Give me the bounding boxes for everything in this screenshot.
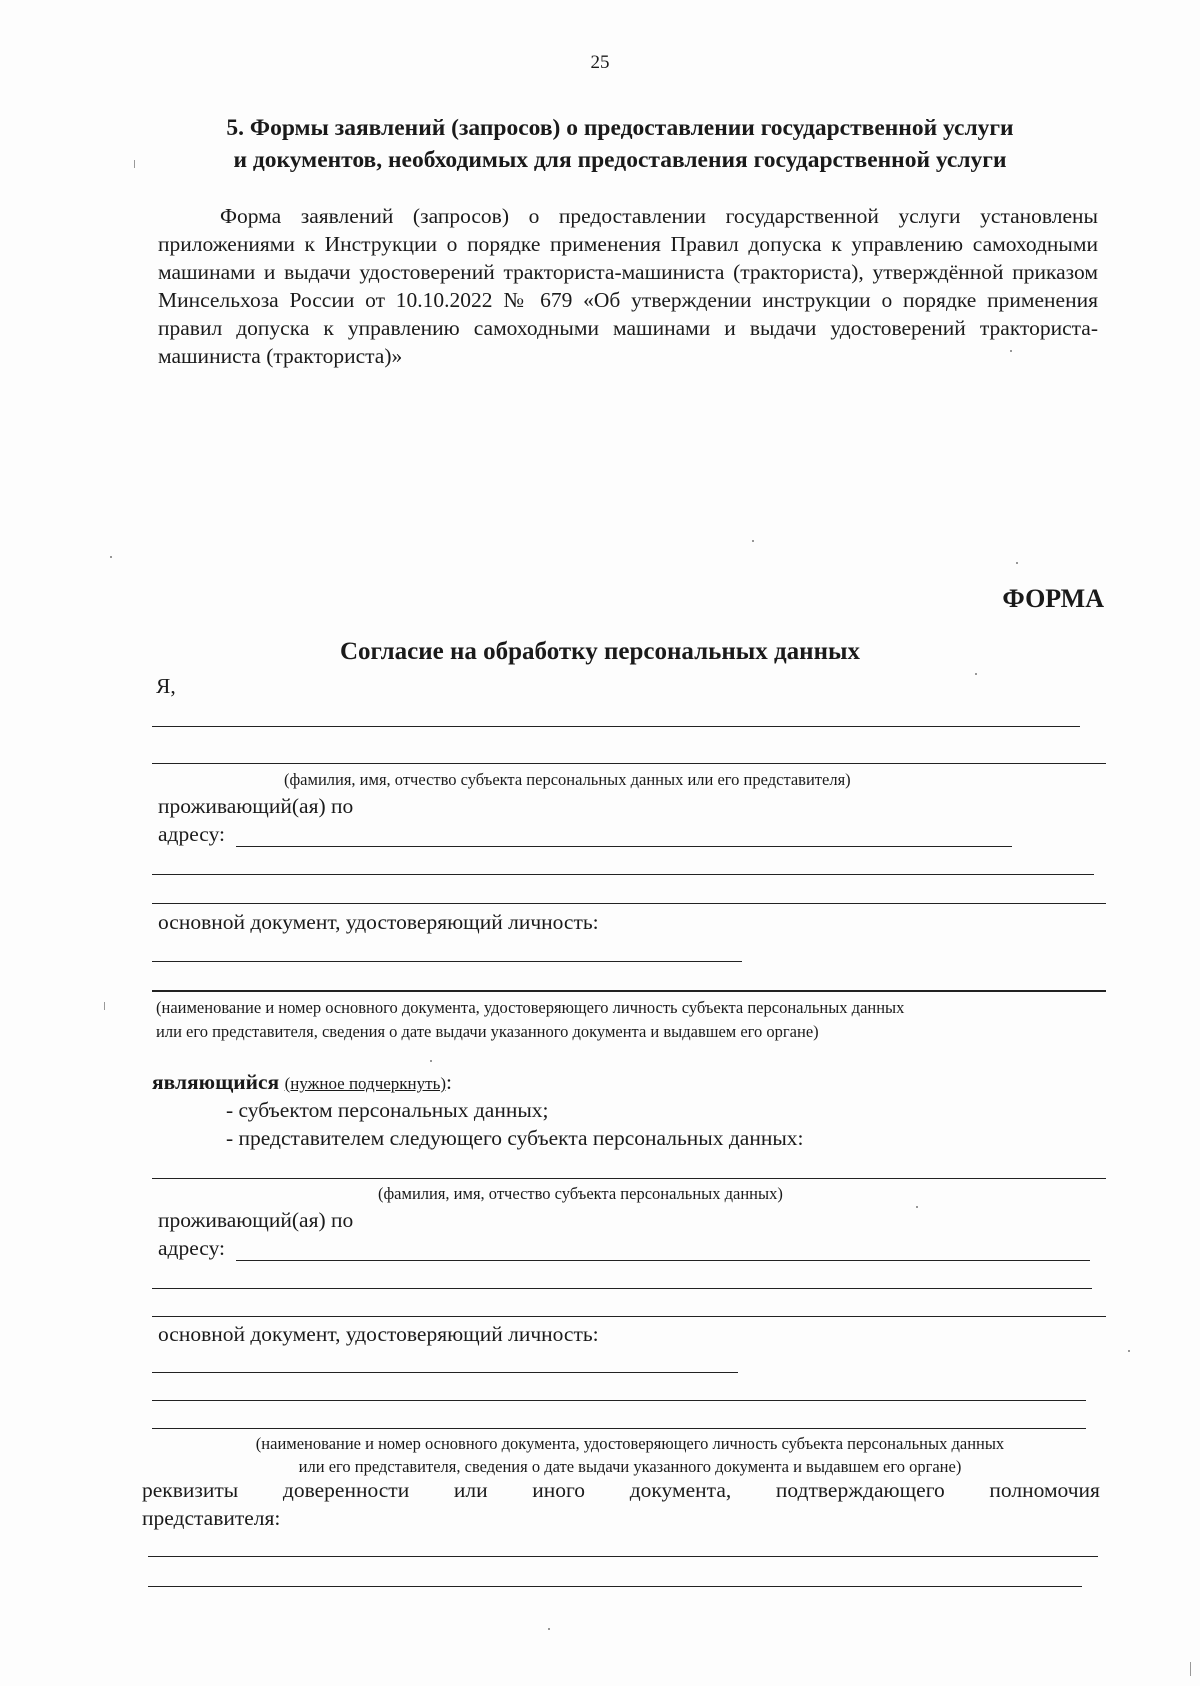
page-number: 25 bbox=[590, 52, 610, 73]
scan-speck bbox=[548, 1628, 550, 1630]
id-document-caption-line-1: (наименование и номер основного документа, удостоверяющего личность субъекта персональных данных bbox=[156, 998, 905, 1017]
scan-speck bbox=[104, 1002, 105, 1010]
address-line-3[interactable] bbox=[152, 903, 1106, 904]
subject-id-caption-line-2: или его представителя, сведения о дате выдачи указанного документа и выдавшем его органе) bbox=[298, 1457, 962, 1476]
being-label: являющийся bbox=[152, 1070, 280, 1094]
scan-speck bbox=[975, 673, 977, 675]
subject-id-line-1[interactable] bbox=[152, 1372, 738, 1373]
ya-label: Я, bbox=[156, 674, 176, 698]
id-document-label-2: основной документ, удостоверяющий личность: bbox=[158, 1322, 599, 1346]
poa-word-2: доверенности bbox=[282, 1478, 410, 1502]
poa-word-4: иного bbox=[532, 1478, 586, 1502]
poa-word-5: документа, bbox=[629, 1478, 732, 1502]
residing-label: проживающий(ая) по bbox=[158, 794, 354, 818]
section-title bbox=[140, 112, 1100, 176]
fio-line-1[interactable] bbox=[152, 726, 1080, 727]
id-document-line-1[interactable] bbox=[152, 961, 742, 962]
colon: : bbox=[446, 1070, 452, 1094]
residing-label-2: проживающий(ая) по bbox=[158, 1208, 354, 1232]
subject-address-line-1[interactable] bbox=[236, 1260, 1090, 1261]
address-line-2[interactable] bbox=[152, 874, 1094, 875]
representative-label: представителя: bbox=[142, 1506, 281, 1530]
fio-caption: (фамилия, имя, отчество субъекта персональных данных или его представителя) bbox=[284, 770, 851, 789]
subject-address-line-3[interactable] bbox=[152, 1316, 1106, 1317]
scan-speck bbox=[916, 1206, 918, 1208]
poa-word-3: или bbox=[453, 1478, 488, 1502]
id-document-label: основной документ, удостоверяющий личность: bbox=[158, 910, 599, 934]
subject-id-caption bbox=[160, 1432, 1100, 1478]
underline-hint: (нужное подчеркнуть) bbox=[284, 1074, 446, 1093]
scan-speck bbox=[1016, 562, 1018, 564]
subject-address-line-2[interactable] bbox=[152, 1288, 1092, 1289]
scan-speck bbox=[1010, 350, 1012, 352]
form-title: Согласие на обработку персональных данных bbox=[339, 638, 860, 665]
address-line-1[interactable] bbox=[236, 846, 1012, 847]
scan-speck bbox=[752, 540, 754, 542]
poa-word-1: реквизиты bbox=[142, 1478, 239, 1502]
scan-speck bbox=[1128, 1350, 1130, 1352]
subject-fio-line[interactable] bbox=[152, 1178, 1106, 1179]
poa-line-2[interactable] bbox=[148, 1586, 1082, 1587]
address-label-2: адресу: bbox=[158, 1236, 226, 1260]
option-representative[interactable]: - представителем следующего субъекта персональных данных: bbox=[226, 1126, 804, 1150]
section-title-line-1: 5. Формы заявлений (запросов) о предоставлении государственной услуги bbox=[226, 115, 1014, 141]
status-line bbox=[152, 1070, 452, 1095]
scan-speck bbox=[1190, 1662, 1191, 1676]
id-document-line-2[interactable] bbox=[152, 990, 1106, 992]
scan-speck bbox=[134, 160, 135, 168]
intro-paragraph: Форма заявлений (запросов) о предоставлении государственной услуги установлены приложениями к Инструкции о порядке применения Правил допуска к управлению самоходными машинами и выдачи удостоверений тракториста-машиниста (тракториста), утверждённой приказом Минсельхоза России от 10.10.2022 № 679 «Об утверждении инструкции о порядке применения правил допуска к управлению самоходными машинами и выдачи удостоверений тракториста-машиниста (тракториста)» bbox=[158, 204, 1098, 368]
subject-id-caption-line-1: (наименование и номер основного документа, удостоверяющего личность субъекта персональных данных bbox=[255, 1434, 1005, 1453]
poa-line-1[interactable] bbox=[148, 1556, 1098, 1557]
subject-id-line-2[interactable] bbox=[152, 1400, 1086, 1401]
fio-line-2[interactable] bbox=[152, 763, 1106, 764]
id-document-caption bbox=[156, 996, 904, 1044]
poa-word-6: подтверждающего bbox=[775, 1478, 945, 1502]
address-label: адресу: bbox=[158, 822, 226, 846]
power-of-attorney-row bbox=[142, 1478, 1100, 1503]
subject-fio-caption: (фамилия, имя, отчество субъекта персональных данных) bbox=[378, 1184, 783, 1203]
poa-word-7: полномочия bbox=[989, 1478, 1100, 1502]
id-document-caption-line-2: или его представителя, сведения о дате выдачи указанного документа и выдавшем его органе) bbox=[156, 1022, 819, 1041]
scan-speck bbox=[430, 1060, 432, 1062]
form-label: ФОРМА bbox=[1002, 584, 1104, 613]
scan-speck bbox=[110, 556, 112, 558]
subject-id-line-3[interactable] bbox=[152, 1428, 1086, 1429]
section-title-line-2: и документов, необходимых для предоставления государственной услуги bbox=[233, 147, 1007, 173]
option-subject[interactable]: - субъектом персональных данных; bbox=[226, 1098, 549, 1122]
